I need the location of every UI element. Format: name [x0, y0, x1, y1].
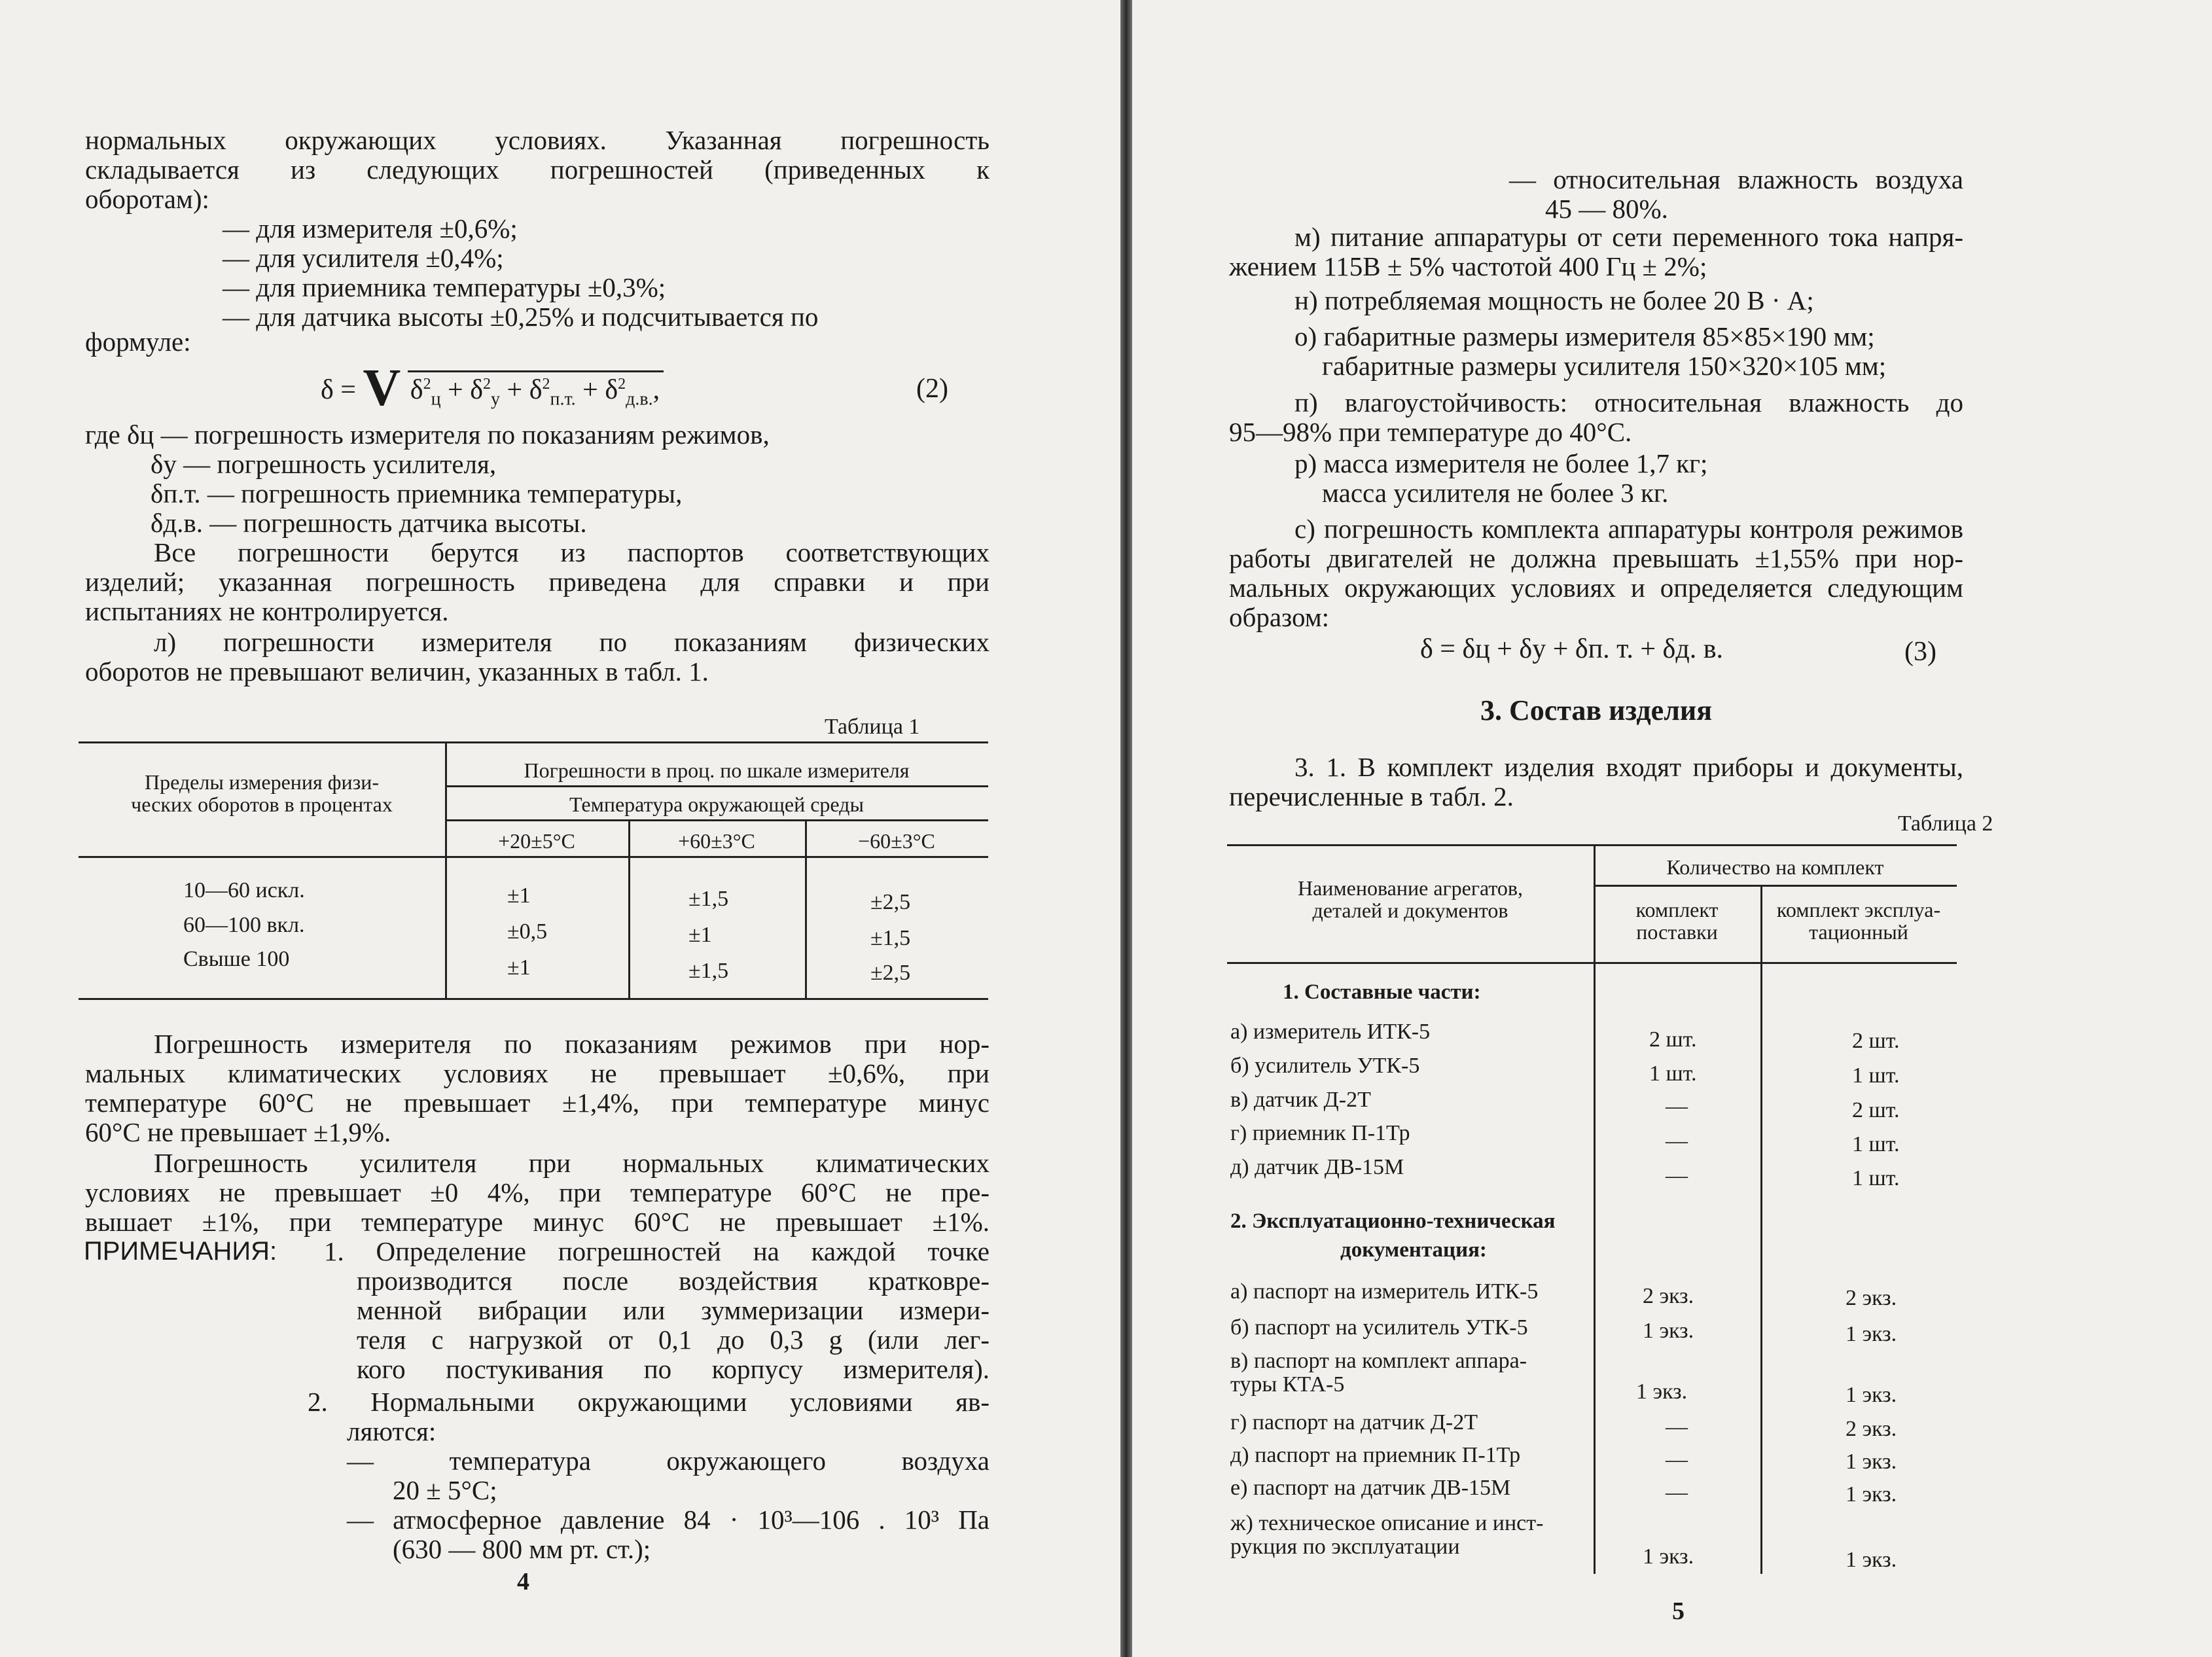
table1-temp-header: −60±3°C [858, 829, 935, 853]
root-sign: V [363, 359, 401, 417]
table-cell: ±1 [507, 883, 531, 908]
table-rule [1594, 885, 1957, 887]
text-line: п) влагоустойчивость: относительная влажность до [1294, 387, 1963, 418]
formula-3: δ = δц + δу + δп. т. + δд. в. [1420, 634, 1724, 664]
table-rule [1227, 844, 1957, 846]
text-line: Погрешность усилителя при нормальных климатических [154, 1148, 990, 1178]
table-cell: ж) техническое описание и инст- рукция по эксплуатации [1230, 1511, 1544, 1559]
table-cell: — [1666, 1094, 1688, 1118]
text-line: жением 115В ± 5% частотой 400 Гц ± 2%; [1229, 251, 1707, 281]
table2-caption: Таблица 2 [1898, 811, 1993, 836]
text-line: 95—98% при температуре до 40°C. [1229, 417, 1632, 447]
table-rule [79, 856, 988, 858]
table-cell: — [1666, 1448, 1688, 1472]
note-2 [308, 1387, 990, 1564]
text-line: (630 — 800 мм рт. ст.); [393, 1534, 651, 1564]
table-cell: ±0,5 [507, 919, 548, 944]
formula-lhs: δ = [321, 375, 356, 405]
text-line: р) масса измерителя не более 1,7 кг; [1294, 448, 1708, 478]
formula-sup: 2 [542, 376, 550, 393]
list-item: — для измерителя ±0,6%; [223, 213, 518, 243]
item-o [1294, 322, 1886, 381]
table1-group-header: Погрешности в проц. по шкале измерителя [524, 758, 910, 782]
item-r [1294, 449, 1707, 508]
note-1 [324, 1237, 990, 1384]
right-page [1132, 0, 2212, 1657]
item-l-paragraph [85, 628, 990, 686]
formula-sub: д.в. [626, 389, 653, 410]
text-line: 3. 1. В комплект изделия входят приборы и документы, [1294, 752, 1963, 782]
formula-term: δ [470, 375, 484, 405]
table-cell: 1 шт. [1852, 1132, 1900, 1156]
text-line: температуре 60°C не превышает ±1,4%, при температуре минус [85, 1088, 990, 1118]
text-line: менной вибрации или зуммеризации измери- [357, 1295, 990, 1325]
table-cell: г) паспорт на датчик Д-2Т [1230, 1410, 1478, 1434]
table-cell: 2 экз. [1643, 1284, 1694, 1308]
notes-label: ПРИМЕЧАНИЯ: [84, 1237, 277, 1266]
formula-intro: формуле: [85, 327, 191, 357]
text-line: 2. Нормальными окружающими условиями яв- [308, 1387, 990, 1417]
text-line: вышает ±1%, при температуре минус 60°C не превышает ±1%. [85, 1207, 990, 1237]
humidity-continuation [1509, 165, 1963, 224]
table-cell: а) паспорт на измеритель ИТК-5 [1230, 1279, 1539, 1304]
formula-number: (2) [916, 374, 948, 404]
table-cell: ±1,5 [688, 887, 729, 911]
table-cell: 1 экз. [1846, 1548, 1897, 1572]
where-definitions [85, 420, 770, 538]
formula-sup: 2 [618, 376, 626, 393]
text-line: л) погрешности измерителя по показаниям физических [154, 627, 990, 657]
table-cell: 1 экз. [1643, 1319, 1694, 1343]
formula-number: (3) [1904, 637, 1936, 667]
table1-caption: Таблица 1 [825, 715, 920, 739]
table-cell: в) паспорт на комплект аппара- туры КТА-5 [1230, 1349, 1527, 1397]
table-cell: — [1666, 1164, 1688, 1188]
item-s [1229, 514, 1963, 632]
text-line: габаритные размеры усилителя 150×320×105 мм; [1322, 351, 1887, 381]
text-line: 45 — 80%. [1545, 194, 1668, 224]
table-cell: г) приемник П-1Тр [1230, 1121, 1410, 1145]
table2-section-title: 1. Составные части: [1283, 980, 1481, 1004]
amplifier-error-paragraph [85, 1149, 990, 1237]
formula-plus: + [448, 375, 463, 405]
table-cell: — [1666, 1129, 1688, 1153]
table-cell: ±1,5 [870, 926, 911, 950]
table-rule [1760, 885, 1762, 1574]
table-cell: 2 экз. [1846, 1417, 1897, 1441]
section-heading: 3. Состав изделия [1480, 694, 1713, 726]
text-line: производится после воздействия кратковре- [357, 1266, 990, 1296]
table-cell: б) паспорт на усилитель УТК-5 [1230, 1315, 1528, 1340]
text-line: оборотов не превышают величин, указанных в табл. 1. [85, 656, 709, 686]
formula-plus: + [507, 375, 523, 405]
table-cell: — [1666, 1415, 1688, 1439]
error-components-list [223, 214, 990, 332]
text-line: оборотам): [85, 184, 209, 214]
table1-temp-header: +60±3°C [678, 829, 755, 853]
table-cell: 1 шт. [1852, 1166, 1900, 1190]
text-line: ляются: [347, 1416, 437, 1446]
formula-term: δ [529, 375, 543, 405]
formula-term: δ [410, 375, 423, 405]
table-cell: д) датчик ДВ-15М [1230, 1155, 1404, 1179]
formula-sup: 2 [423, 376, 431, 393]
text-line: о) габаритные размеры измерителя 85×85×190 мм; [1294, 321, 1875, 351]
intro-paragraph [85, 126, 990, 214]
text-line: теля с нагрузкой от 0,1 до 0,3 g (или лег- [357, 1325, 990, 1355]
text-line: масса усилителя не более 3 кг. [1322, 478, 1669, 508]
formula-plus: + [582, 375, 598, 405]
table-rule [445, 819, 988, 821]
formula-2 [321, 359, 664, 418]
table-cell: 1 экз. [1846, 1450, 1897, 1474]
table2-col3-header: комплект эксплуа- тационный [1776, 898, 1941, 944]
table-rule [1227, 962, 1957, 964]
table-cell: д) паспорт на приемник П-1Тр [1230, 1443, 1521, 1467]
table-rule [445, 785, 988, 787]
table2-section-title: 2. Эксплуатационно-техническая [1230, 1209, 1556, 1233]
all-errors-paragraph [85, 538, 990, 626]
text-line: изделий; указанная погрешность приведена для справки и при [85, 567, 990, 597]
table-cell: 2 шт. [1852, 1098, 1900, 1122]
radicand [408, 370, 664, 410]
book-spine [1120, 0, 1132, 1657]
table-cell: 1 экз. [1846, 1482, 1897, 1506]
formula-sub: п.т. [550, 389, 576, 410]
text-line: Все погрешности берутся из паспортов соответствующих [154, 537, 990, 567]
table-cell: 60—100 вкл. [183, 913, 305, 937]
text-line: — относительная влажность воздуха [1509, 164, 1963, 194]
table-cell: Свыше 100 [183, 947, 290, 971]
table-rule [79, 998, 988, 1000]
table2-section-title: документация: [1340, 1238, 1487, 1262]
table-cell: 1 экз. [1636, 1380, 1688, 1404]
table1-temp-header: +20±5°C [498, 829, 575, 853]
list-item: — для усилителя ±0,4%; [223, 243, 504, 273]
table-cell: — [1666, 1480, 1688, 1505]
meter-error-paragraph [85, 1029, 990, 1147]
text-line: испытаниях не контролируется. [85, 596, 449, 626]
table-cell: 2 шт. [1649, 1027, 1697, 1052]
text-line: 60°C не превышает ±1,9%. [85, 1117, 391, 1147]
table-cell: ±1,5 [688, 959, 729, 983]
text-line: складывается из следующих погрешностей (приведенных к [85, 154, 990, 185]
table-cell: ±1 [688, 923, 712, 947]
table2-col2-header: комплект поставки [1635, 898, 1719, 944]
text-line: условиях не превышает ±0 4%, при температуре 60°C не пре- [85, 1177, 990, 1207]
table-cell: 2 экз. [1846, 1286, 1897, 1310]
text-line: — атмосферное давление 84 · 10³—106 . 10³ Па [347, 1505, 990, 1535]
table-rule [1594, 844, 1596, 1574]
text-line: Погрешность измерителя по показаниям режимов при нор- [154, 1029, 990, 1059]
table-cell: 1 шт. [1852, 1063, 1900, 1088]
table1-col1-header: Пределы измерения физи- ческих оборотов в процентах [131, 770, 393, 816]
definition-line: δп.т. — погрешность приемника температуры, [151, 478, 683, 508]
table-cell: 1 экз. [1846, 1383, 1897, 1407]
formula-tail: , [652, 375, 660, 405]
text-line: нормальных окружающих условиях. Указанная погрешность [85, 125, 990, 155]
text-line: перечисленные в табл. 2. [1229, 781, 1514, 811]
table1-subgroup-header: Температура окружающей среды [569, 793, 864, 816]
table-cell: 1 экз. [1643, 1544, 1694, 1569]
text-line: с) погрешность комплекта аппаратуры контроля режимов [1294, 514, 1963, 544]
table-cell: 1 экз. [1846, 1322, 1897, 1346]
table2-col1-header: Наименование агрегатов, деталей и документов [1297, 876, 1524, 922]
item-p [1229, 388, 1963, 447]
text-line: мальных окружающих условиях и определяется следующим [1229, 573, 1963, 603]
text-line: кого постукивания по корпусу измерителя). [357, 1354, 990, 1384]
formula-term: δ [605, 375, 618, 405]
text-line: 1. Определение погрешностей на каждой точке [324, 1236, 990, 1266]
formula-sub: ц [431, 389, 441, 410]
table-cell: 2 шт. [1852, 1029, 1900, 1053]
text-line: м) питание аппаратуры от сети переменного тока напря- [1294, 222, 1963, 252]
table-cell: ±2,5 [870, 890, 911, 914]
table-cell: в) датчик Д-2Т [1230, 1088, 1371, 1112]
definition-line: где δц — погрешность измерителя по показаниям режимов, [85, 419, 770, 450]
table2-group-header: Количество на комплект [1666, 855, 1884, 879]
definition-line: δу — погрешность усилителя, [151, 449, 497, 479]
text-line: мальных климатических условиях не превышает ±0,6%, при [85, 1058, 990, 1088]
list-item: — для датчика высоты ±0,25% и подсчитывается по [223, 302, 819, 332]
text-line: работы двигателей не должна превышать ±1,55% при нор- [1229, 543, 1963, 573]
table-cell: 10—60 искл. [183, 878, 305, 902]
text-line: — температура окружающего воздуха [347, 1446, 990, 1476]
text-line: 20 ± 5°C; [393, 1475, 497, 1505]
table-cell: ±2,5 [870, 961, 911, 985]
formula-sub: у [491, 389, 501, 410]
item-n: н) потребляемая мощность не более 20 В · А; [1294, 285, 1814, 315]
list-item: — для приемника температуры ±0,3%; [223, 272, 666, 302]
para-3-1 [1229, 753, 1963, 811]
definition-line: δд.в. — погрешность датчика высоты. [151, 508, 587, 538]
text-line: образом: [1229, 602, 1330, 632]
page-number: 5 [1672, 1597, 1685, 1625]
page-number: 4 [517, 1568, 529, 1595]
table-cell: ±1 [507, 955, 531, 980]
formula-sup: 2 [483, 376, 491, 393]
item-m [1229, 223, 1963, 281]
table-rule [79, 741, 988, 743]
table-cell: а) измеритель ИТК-5 [1230, 1020, 1431, 1044]
table-cell: е) паспорт на датчик ДВ-15М [1230, 1476, 1511, 1500]
table-cell: 1 шт. [1649, 1061, 1697, 1086]
table-cell: б) усилитель УТК-5 [1230, 1054, 1420, 1078]
